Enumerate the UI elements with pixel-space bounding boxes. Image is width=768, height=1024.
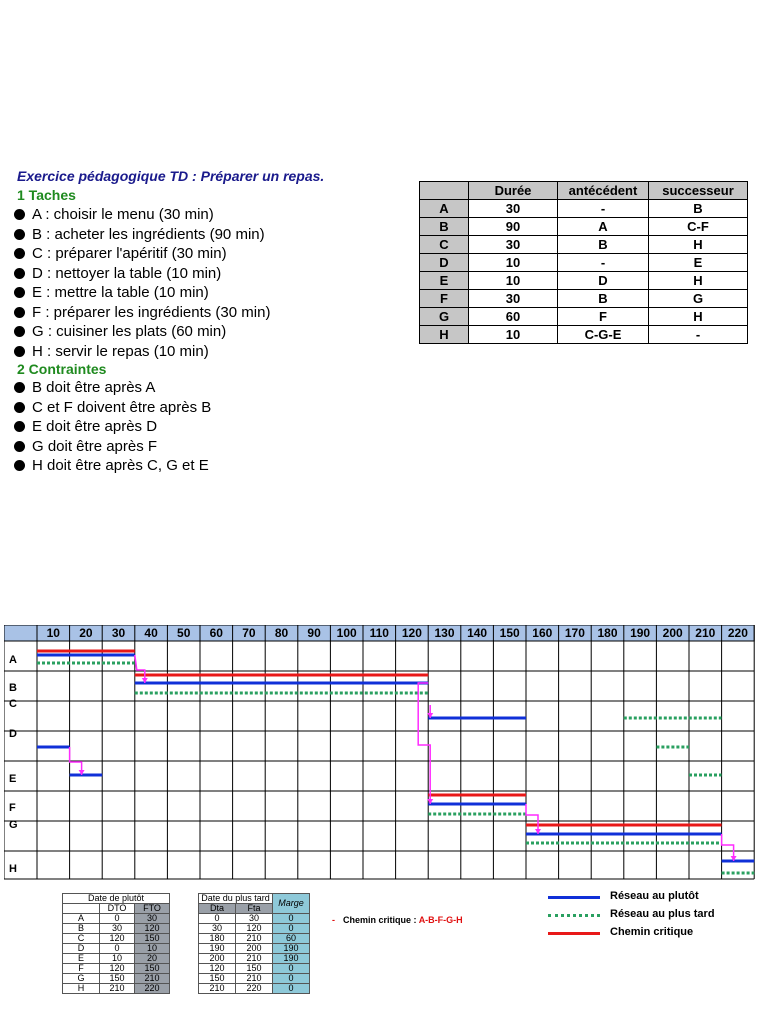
gantt-time-label: 210 xyxy=(695,626,716,640)
critical-path-dash: - xyxy=(332,915,335,925)
task-table-cell: F xyxy=(420,290,469,308)
early-table-cell: 150 xyxy=(135,934,170,944)
late-table-row xyxy=(199,934,310,944)
early-table-cell: 120 xyxy=(135,924,170,934)
task-text: E : mettre la table (10 min) xyxy=(32,284,209,301)
bullet-icon xyxy=(14,229,25,240)
task-table-header: antécédent xyxy=(558,182,649,200)
critical-path-note xyxy=(332,915,463,925)
gantt-time-label: 20 xyxy=(79,626,93,640)
task-table-header: Durée xyxy=(469,182,558,200)
bullet-icon xyxy=(14,268,25,279)
task-table-cell: 90 xyxy=(469,218,558,236)
task-text: H : servir le repas (10 min) xyxy=(32,342,209,360)
late-table-cell: 30 xyxy=(236,914,273,924)
early-table-cell: D xyxy=(63,944,100,954)
gantt-time-label: 160 xyxy=(532,626,553,640)
task-table-cell: F xyxy=(558,308,649,326)
task-table-row xyxy=(420,254,748,272)
task-table-cell: - xyxy=(558,254,649,272)
bullet-icon xyxy=(14,460,25,471)
early-table-cell: A xyxy=(63,914,100,924)
legend-critical-swatch xyxy=(548,932,600,935)
bullet-icon xyxy=(14,382,25,393)
task-table-cell: G xyxy=(420,308,469,326)
late-table-cell: 0 xyxy=(273,914,310,924)
task-table-row xyxy=(420,200,748,218)
task-text: C : préparer l'apéritif (30 min) xyxy=(32,245,227,262)
task-table-cell: - xyxy=(558,200,649,218)
bullet-icon xyxy=(14,402,25,413)
early-table-row xyxy=(63,914,170,924)
task-table-row xyxy=(420,308,748,326)
constraint-text: B doit être après A xyxy=(32,379,156,396)
early-table-row xyxy=(63,944,170,954)
late-dates-table xyxy=(198,893,310,994)
legend-critical-label: Chemin critique xyxy=(610,926,694,938)
late-table-cell: 30 xyxy=(199,924,236,934)
early-table-cell: 10 xyxy=(100,954,135,964)
task-table-cell: 10 xyxy=(469,254,558,272)
late-table-row xyxy=(199,924,310,934)
constraints-heading: 2 Contraintes xyxy=(17,361,107,377)
late-table-cell: 0 xyxy=(199,914,236,924)
gantt-time-label: 200 xyxy=(662,626,683,640)
task-text: A : choisir le menu (30 min) xyxy=(32,206,214,223)
bullet-icon xyxy=(14,307,25,318)
late-table-title: Date du plus tard xyxy=(199,894,273,904)
late-table-cell: 190 xyxy=(199,944,236,954)
early-table-cell: 150 xyxy=(100,974,135,984)
fta-header: Fta xyxy=(236,904,273,914)
task-list xyxy=(12,205,270,361)
late-table-cell: 120 xyxy=(236,924,273,934)
late-table-cell: 200 xyxy=(199,954,236,964)
gantt-time-label: 180 xyxy=(597,626,618,640)
gantt-grid xyxy=(4,625,757,880)
early-table-cell: G xyxy=(63,974,100,984)
task-table-cell: 30 xyxy=(469,200,558,218)
constraint-item xyxy=(12,378,211,398)
legend-late-label: Réseau au plus tard xyxy=(610,908,715,920)
early-table-row xyxy=(63,934,170,944)
task-table-cell: 30 xyxy=(469,290,558,308)
task-table-cell: E xyxy=(649,254,748,272)
task-text: B : acheter les ingrédients (90 min) xyxy=(32,225,265,243)
task-table-cell: 30 xyxy=(469,236,558,254)
late-table-row xyxy=(199,964,310,974)
bullet-icon xyxy=(14,248,25,259)
bullet-icon xyxy=(14,326,25,337)
gantt-time-label: 220 xyxy=(727,626,748,640)
gantt-time-label: 190 xyxy=(630,626,651,640)
task-table-cell: B xyxy=(420,218,469,236)
bullet-icon xyxy=(14,441,25,452)
gantt-row-label: A xyxy=(9,654,17,666)
task-table-row xyxy=(420,326,748,344)
gantt-time-label: 140 xyxy=(467,626,488,640)
early-table-cell: 120 xyxy=(100,934,135,944)
late-table-cell: 200 xyxy=(236,944,273,954)
gantt-time-label: 150 xyxy=(499,626,520,640)
task-table-cell: A xyxy=(558,218,649,236)
gantt-row-label: G xyxy=(9,819,18,831)
early-table-cell: F xyxy=(63,964,100,974)
task-table-cell: 10 xyxy=(469,326,558,344)
early-table-cell: 0 xyxy=(100,914,135,924)
task-table-cell: B xyxy=(558,290,649,308)
task-table-cell: D xyxy=(420,254,469,272)
task-item xyxy=(12,342,270,362)
constraint-text: H doit être après C, G et E xyxy=(32,457,209,474)
early-table-row xyxy=(63,954,170,964)
gantt-time-label: 30 xyxy=(111,626,126,640)
late-table-row xyxy=(199,914,310,924)
early-table-cell: B xyxy=(63,924,100,934)
gantt-row-label: D xyxy=(9,728,17,740)
marge-header: Marge xyxy=(273,894,310,914)
late-table-row xyxy=(199,984,310,994)
task-table-cell: D xyxy=(558,272,649,290)
early-table-cell: 10 xyxy=(135,944,170,954)
task-table-cell: E xyxy=(420,272,469,290)
task-table-cell: 10 xyxy=(469,272,558,290)
gantt-row-label: F xyxy=(9,802,16,814)
task-table-cell: C xyxy=(420,236,469,254)
task-table-cell: - xyxy=(649,326,748,344)
late-table-cell: 180 xyxy=(199,934,236,944)
early-table-row xyxy=(63,974,170,984)
task-table-row xyxy=(420,218,748,236)
exercise-title: Exercice pédagogique TD : Préparer un repas. xyxy=(17,168,325,184)
early-table-cell: 210 xyxy=(135,974,170,984)
early-table-cell: 20 xyxy=(135,954,170,964)
task-text: D : nettoyer la table (10 min) xyxy=(32,264,222,282)
gantt-time-label: 70 xyxy=(242,626,256,640)
gantt-time-label: 60 xyxy=(209,626,223,640)
gantt-row-label: E xyxy=(9,773,17,785)
late-table-cell: 220 xyxy=(236,984,273,994)
early-table-header: DTO xyxy=(100,904,135,914)
gantt-time-label: 110 xyxy=(369,626,389,640)
early-table-row xyxy=(63,984,170,994)
legend-early-label: Réseau au plutôt xyxy=(610,890,699,902)
task-table-cell: H xyxy=(649,308,748,326)
constraint-item xyxy=(12,456,211,476)
task-text: F : préparer les ingrédients (30 min) xyxy=(32,303,271,321)
task-item xyxy=(12,322,270,342)
tasks-heading: 1 Taches xyxy=(17,187,76,203)
early-table-cell: 150 xyxy=(135,964,170,974)
constraint-list xyxy=(12,378,211,476)
task-item xyxy=(12,225,270,245)
early-table-cell: 120 xyxy=(100,964,135,974)
constraint-item xyxy=(12,417,211,437)
gantt-time-label: 90 xyxy=(307,626,321,640)
late-table-cell: 150 xyxy=(236,964,273,974)
critical-path-prefix: Chemin critique : xyxy=(343,915,419,925)
bullet-icon xyxy=(14,346,25,357)
early-table-cell: 30 xyxy=(135,914,170,924)
constraint-item xyxy=(12,437,211,457)
task-item xyxy=(12,283,270,303)
gantt-time-label: 50 xyxy=(177,626,191,640)
early-table-title: Date de plutôt xyxy=(63,894,170,904)
late-table-row xyxy=(199,974,310,984)
late-table-cell: 0 xyxy=(273,984,310,994)
late-table-row xyxy=(199,954,310,964)
early-table-cell: 0 xyxy=(100,944,135,954)
constraint-text: C et F doivent être après B xyxy=(32,398,212,416)
early-table-cell: 210 xyxy=(100,984,135,994)
task-text: G : cuisiner les plats (60 min) xyxy=(32,323,227,340)
early-table-cell: 220 xyxy=(135,984,170,994)
task-table-header: successeur xyxy=(649,182,748,200)
task-table-cell: H xyxy=(420,326,469,344)
late-table-cell: 190 xyxy=(273,954,310,964)
legend-late-swatch xyxy=(548,914,600,917)
bullet-icon xyxy=(14,209,25,220)
late-table-cell: 0 xyxy=(273,974,310,984)
constraint-item xyxy=(12,398,211,418)
bullet-icon xyxy=(14,421,25,432)
late-table-cell: 150 xyxy=(199,974,236,984)
task-item xyxy=(12,264,270,284)
late-table-cell: 0 xyxy=(273,964,310,974)
late-table-cell: 210 xyxy=(199,984,236,994)
gantt-time-label: 80 xyxy=(274,626,289,640)
gantt-time-label: 130 xyxy=(434,626,455,640)
bullet-icon xyxy=(14,287,25,298)
task-table-row xyxy=(420,236,748,254)
task-table-cell: A xyxy=(420,200,469,218)
task-item xyxy=(12,205,270,225)
gantt-row-label: B xyxy=(9,682,17,694)
task-item xyxy=(12,303,270,323)
gantt-time-label: 120 xyxy=(401,626,422,640)
task-table xyxy=(419,181,748,344)
gantt-time-label: 100 xyxy=(336,626,357,640)
task-table-cell: H xyxy=(649,272,748,290)
gantt-time-label: 40 xyxy=(144,626,158,640)
early-table-cell: 30 xyxy=(100,924,135,934)
task-item xyxy=(12,244,270,264)
gantt-row-label: H xyxy=(9,863,17,875)
task-table-cell: B xyxy=(558,236,649,254)
constraint-text: E doit être après D xyxy=(32,418,158,435)
task-table-cell: C-G-E xyxy=(558,326,649,344)
gantt-row-label: C xyxy=(9,698,17,710)
task-table-cell: G xyxy=(649,290,748,308)
early-table-cell: E xyxy=(63,954,100,964)
early-table-cell: H xyxy=(63,984,100,994)
gantt-time-label: 170 xyxy=(564,626,585,640)
dta-header: Dta xyxy=(199,904,236,914)
gantt-time-label: 10 xyxy=(46,626,60,640)
late-table-cell: 60 xyxy=(273,934,310,944)
task-table-cell: C-F xyxy=(649,218,748,236)
task-table-cell: B xyxy=(649,200,748,218)
task-table-row xyxy=(420,272,748,290)
constraint-text: G doit être après F xyxy=(32,437,158,455)
early-table-header xyxy=(63,904,100,914)
task-table-cell: H xyxy=(649,236,748,254)
task-table-cell: 60 xyxy=(469,308,558,326)
late-table-cell: 120 xyxy=(199,964,236,974)
early-table-row xyxy=(63,964,170,974)
early-table-header: FTO xyxy=(135,904,170,914)
early-dates-table xyxy=(62,893,170,994)
legend-early-swatch xyxy=(548,896,600,899)
late-table-cell: 190 xyxy=(273,944,310,954)
late-table-cell: 210 xyxy=(236,974,273,984)
late-table-row xyxy=(199,944,310,954)
late-table-cell: 210 xyxy=(236,954,273,964)
late-table-cell: 0 xyxy=(273,924,310,934)
early-table-row xyxy=(63,924,170,934)
late-table-cell: 210 xyxy=(236,934,273,944)
task-table-row xyxy=(420,290,748,308)
critical-path-value: A-B-F-G-H xyxy=(418,915,463,925)
task-table-header xyxy=(420,182,469,200)
early-table-cell: C xyxy=(63,934,100,944)
